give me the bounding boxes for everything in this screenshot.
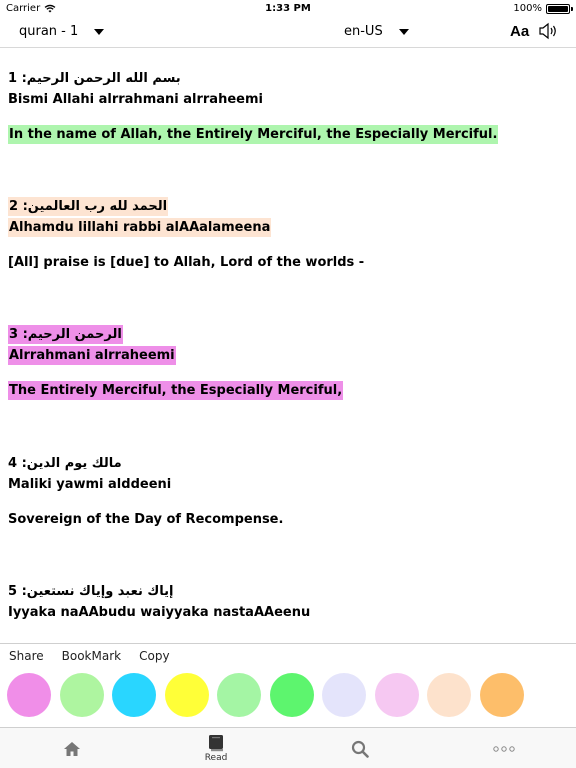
language-selector-label: en-US: [344, 24, 383, 39]
verse-translation: Sovereign of the Day of Recompense.: [8, 512, 284, 527]
book-selector-label: quran - 1: [19, 24, 79, 39]
verse-transliteration: Alhamdu lillahi rabbi alAAalameena: [9, 220, 271, 235]
caret-down-icon: [94, 29, 104, 35]
color-swatch-2[interactable]: [60, 673, 104, 717]
highlight-panel: [0, 643, 576, 727]
verse-1[interactable]: [8, 67, 498, 144]
color-swatch-1[interactable]: [7, 673, 51, 717]
tab-bar: [0, 727, 576, 768]
verse-transliteration: Bismi Allahi alrrahmani alrraheemi: [8, 92, 263, 107]
carrier-label: Carrier: [6, 3, 41, 14]
color-swatch-4[interactable]: [165, 673, 209, 717]
copy-button[interactable]: Copy: [139, 649, 170, 663]
bookmark-button[interactable]: BookMark: [61, 649, 122, 663]
color-swatch-9[interactable]: [427, 673, 471, 717]
verse-arabic: الحمد لله رب العالمين: 2: [9, 199, 168, 214]
verse-2[interactable]: [8, 195, 364, 272]
more-icon: [493, 746, 515, 752]
speaker-icon[interactable]: [538, 22, 558, 40]
verse-arabic: الرحمن الرحيم: 3: [9, 327, 122, 342]
home-icon: [63, 741, 81, 757]
color-palette: [7, 673, 524, 717]
caret-down-icon: [399, 29, 409, 35]
verse-arabic: إياك نعبد وإياك نستعين: 5: [8, 584, 174, 599]
verse-transliteration: Iyyaka naAAbudu waiyyaka nastaAAeenu: [8, 605, 311, 620]
color-swatch-7[interactable]: [322, 673, 366, 717]
action-row: [9, 649, 170, 663]
battery-percent: 100%: [513, 3, 542, 14]
verse-5[interactable]: [8, 580, 310, 622]
font-size-button[interactable]: Aa: [510, 23, 530, 40]
color-swatch-6[interactable]: [270, 673, 314, 717]
tab-read[interactable]: [176, 728, 256, 768]
share-button[interactable]: Share: [9, 649, 44, 663]
verse-4[interactable]: [8, 452, 283, 529]
color-swatch-8[interactable]: [375, 673, 419, 717]
tab-more[interactable]: [464, 728, 544, 768]
verse-transliteration: Maliki yawmi alddeeni: [8, 477, 172, 492]
color-swatch-3[interactable]: [112, 673, 156, 717]
battery-icon: [546, 4, 570, 14]
search-icon: [351, 740, 369, 758]
color-swatch-5[interactable]: [217, 673, 261, 717]
verse-3[interactable]: [8, 323, 343, 400]
verse-translation: In the name of Allah, the Entirely Merciful, the Especially Merciful.: [9, 127, 498, 142]
tab-read-label: Read: [204, 753, 228, 763]
status-right: [513, 3, 570, 14]
status-bar: [0, 0, 576, 18]
language-selector[interactable]: [344, 24, 409, 39]
tab-home[interactable]: [32, 728, 112, 768]
verse-arabic: مالك يوم الدين: 4: [8, 456, 122, 471]
verse-translation: The Entirely Merciful, the Especially Merciful,: [9, 383, 343, 398]
verse-arabic: بسم الله الرحمن الرحيم: 1: [8, 71, 181, 86]
verse-transliteration: Alrrahmani alrraheemi: [9, 348, 175, 363]
book-icon: [208, 734, 224, 752]
clock: 1:33 PM: [265, 3, 311, 14]
color-swatch-10[interactable]: [480, 673, 524, 717]
verse-translation: [All] praise is [due] to Allah, Lord of the worlds -: [8, 255, 365, 270]
tab-search[interactable]: [320, 728, 400, 768]
book-selector[interactable]: [19, 24, 104, 39]
verse-list: [0, 60, 576, 642]
reader-toolbar: [0, 18, 576, 48]
